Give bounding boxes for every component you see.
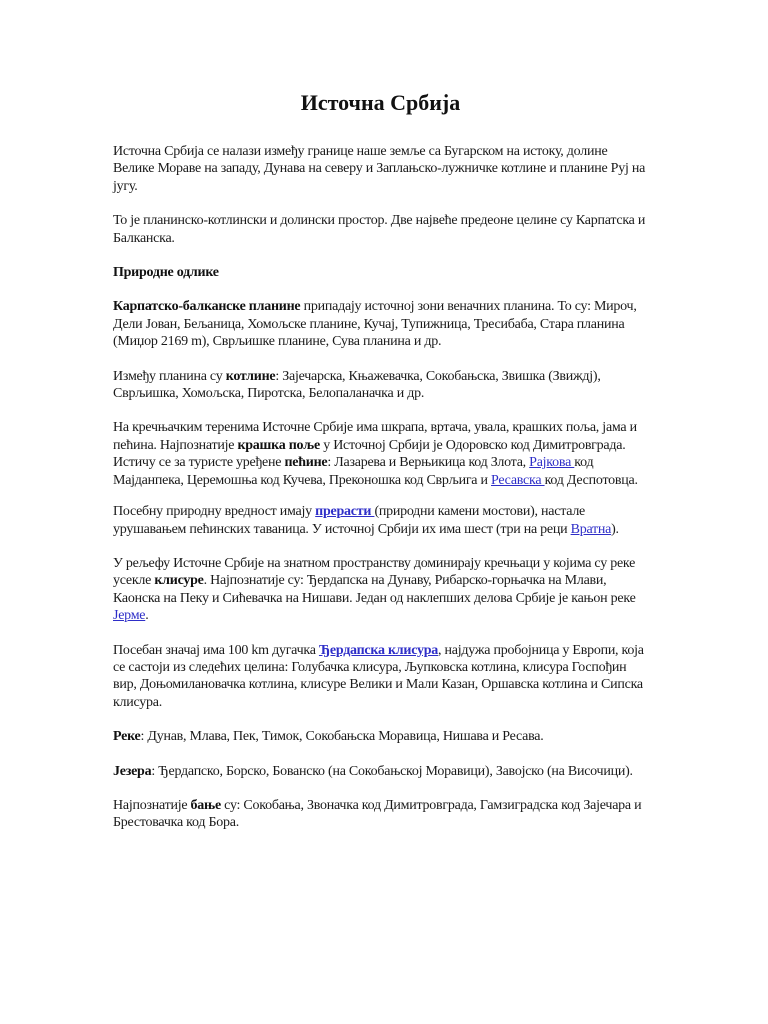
- paragraph-djerdap: [113, 642, 648, 712]
- term-spas: бање: [190, 797, 221, 813]
- link-rajkova[interactable]: Рајкова: [529, 455, 575, 471]
- mountains-text: припадају источној зони веначних планина. То су: Мироч, Дели Јован, Бељаница, Хомољске планине, Кучај, Тупижница, Тресибаба, Стара планина (Миџор 2169 m), Сврљишке планине, Сува планина и др.: [113, 299, 637, 350]
- link-vratna[interactable]: Вратна: [570, 521, 612, 537]
- gorges-text-2: . Најпознатије су: Ђердапска на Дунаву, Рибарско-горњачка на Млави, Каонска на Пеку и Сићевачка на Нишави. Један од наклепших делова Србије је кањон реке: [113, 573, 636, 606]
- djerdap-text-1: Посебан значај има 100 km дугачка: [113, 642, 319, 658]
- basins-text-1: Између планина су: [113, 368, 226, 384]
- lakes-text: : Ђердапско, Борско, Бованско (на Сокобањској Моравици), Завојско (на Височици).: [151, 763, 633, 779]
- document-page: [113, 88, 648, 849]
- section-heading-text: Природне одлике: [113, 265, 219, 281]
- section-heading: [113, 264, 648, 281]
- link-prerasti[interactable]: прерасти: [315, 504, 375, 520]
- djerdap-text-2: , најдужа пробојница у Европи, која се састоји из следећих целина: Голубачка клисура, Љупковска котлина, клисура Госпођин вир, Доњомилановачка котлина, клисуре Велики и Мали Казан, Оршавска котлина и Сипска клисура.: [113, 642, 644, 710]
- karst-text-3: : Лазарева и Верњикица код Злота,: [327, 455, 530, 471]
- basins-text-2: : Зајечарска, Књажевачка, Сокобањска, Звишка (Звиждј), Сврљишка, Хомољска, Пиротска, Белопаланачка и др.: [113, 368, 601, 402]
- term-gorges: клисуре: [154, 573, 204, 589]
- paragraph-regions: То је планинско-котлински и долински простор. Две највеће предеоне целине су Карпатска и Балканска.: [113, 213, 646, 246]
- gorges-text-1: У рељефу Источне Србије на знатном пространству доминирају кречњаци у којима су реке усекле: [113, 555, 636, 589]
- term-basins: котлине: [225, 368, 276, 384]
- bridges-text-1: Посебну природну вредност имају: [113, 504, 316, 520]
- paragraph-lakes: [113, 763, 648, 780]
- paragraph-spas: [113, 797, 648, 832]
- spas-text-1: Најпознатије: [113, 797, 191, 813]
- paragraph-rivers: [113, 728, 648, 745]
- term-karst-field: крашка поље: [237, 437, 320, 453]
- link-resavska[interactable]: Ресавска: [491, 472, 545, 488]
- gorges-text-3: .: [145, 608, 149, 624]
- paragraph-basins: [113, 368, 648, 403]
- term-mountains: Карпатско-балканске планине: [113, 299, 301, 315]
- karst-text-1: На кречњачким теренима Источне Србије има шкрапа, вртача, увала, крашких поља, јама и пећина. Најпознатије: [113, 420, 637, 453]
- page-title: Источна Србија: [300, 90, 461, 115]
- paragraph-karst: [113, 419, 648, 489]
- term-caves: пећине: [284, 455, 328, 471]
- bridges-text-2: (природни камени мостови), настале урушавањем пећинских таваница. У источној Србији их има шест (три на реци: [113, 504, 586, 537]
- paragraph-mountains: [113, 298, 648, 350]
- bridges-text-3: ).: [611, 521, 619, 537]
- link-jerma[interactable]: Јерме: [113, 608, 146, 624]
- term-rivers: Реке: [113, 729, 141, 745]
- term-lakes: Језера: [113, 763, 152, 779]
- link-djerdap-gorge[interactable]: Ђердапска клисура: [318, 642, 439, 658]
- spas-text-2: су: Сокобања, Звоначка код Димитровграда, Гамзиградска код Зајечара и Брестовачка код Бора.: [113, 797, 642, 831]
- karst-text-5: код Деспотовца.: [544, 472, 638, 488]
- paragraph-intro: Источна Србија се налази између границе наше земље са Бугарском на истоку, долине Велике Мораве на западу, Дунава на северу и Заплањско-лужничке котлине и планине Руј на југу.: [113, 144, 646, 194]
- karst-text-2: у Источној Србији је Одоровско код Димитровграда. Истичу се за туристе уређене: [113, 437, 626, 471]
- paragraph-gorges: [113, 555, 648, 625]
- paragraph-natural-bridges: [113, 503, 648, 538]
- rivers-text: : Дунав, Млава, Пек, Тимок, Сокобањска Моравица, Нишава и Ресава.: [140, 729, 544, 745]
- karst-text-4: код Мајданпека, Церемошња код Кучева, Преконошка код Сврљига и: [113, 455, 594, 488]
